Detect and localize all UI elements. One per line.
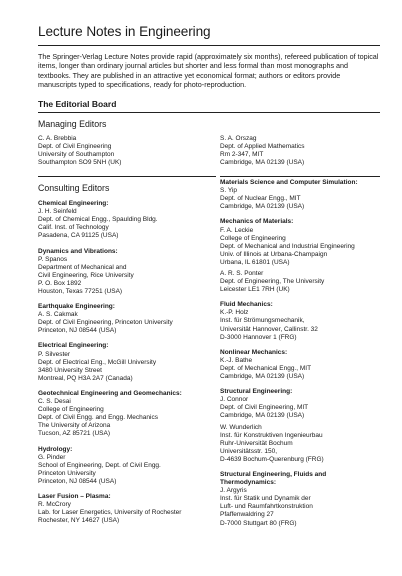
editor-block: [220, 218, 380, 294]
editor-block: [38, 446, 216, 486]
field-heading: Structural Engineering, Fluids and Thermodynamics:: [220, 470, 327, 487]
address-line: Inst. für Strömungsmechanik,: [220, 317, 305, 325]
address-line: Houston, Texas 77251 (USA): [38, 288, 123, 295]
intro-paragraph: The Springer-Verlag Lecture Notes provide rapid (approximately six months), refereed publication of topical items, longer than ordinary journal articles but shorter and less formal than most monographs and textbooks. They are published in an attractive yet economical format; authors or editors provide manuscripts typed to specifications, ready for photo-reproduction.: [38, 52, 379, 89]
editor-block: [38, 390, 216, 439]
address-line: Pfaffenwaldring 27: [220, 511, 274, 519]
editor-name: P. Spanos: [38, 255, 68, 263]
field-heading: Electrical Engineering:: [38, 342, 109, 350]
editor-name: F. A. Leckie: [220, 226, 254, 234]
address-line: Dept. of Mechanical Engg., MIT: [220, 364, 312, 372]
address-line: The University of Arizona: [38, 422, 111, 430]
address-line: Dept. of Civil Engg. and Engg. Mechanics: [38, 414, 158, 422]
editor-name: C. S. Desai: [38, 398, 71, 406]
address-line: College of Engineering: [38, 406, 104, 414]
consulting-right-list: [220, 179, 380, 528]
editor-entry: [220, 227, 380, 267]
editor-block: [38, 493, 216, 525]
field-heading: Hydrology:: [38, 445, 73, 453]
address-line: Dept. of Civil Engineering, Princeton University: [38, 319, 173, 327]
editor-entry: [220, 187, 380, 211]
editor-entry: [220, 270, 380, 294]
address-line: Dept. of Applied Mathematics: [220, 142, 305, 150]
address-line: Princeton, NJ 08544 (USA): [38, 327, 117, 335]
editor-entry: [220, 396, 380, 420]
address-line: Inst. für Konstruktiven Ingenieurbau: [220, 431, 323, 439]
consulting-editors: [38, 177, 380, 535]
address-line: Inst. für Statik und Dynamik der: [220, 495, 311, 503]
editor-block: [38, 303, 216, 335]
field-heading: Mechanics of Materials:: [220, 218, 294, 226]
address-line: Tucson, AZ 85721 (USA): [38, 430, 111, 438]
address-line: D-4639 Bochum-Querenburg (FRG): [220, 455, 324, 463]
field-heading: Laser Fusion – Plasma:: [38, 492, 111, 500]
address-line: Dept. of Engineering, The University: [220, 278, 325, 286]
address-line: University of Southampton: [38, 150, 115, 158]
address-line: Dept. of Nuclear Engg., MIT: [220, 195, 301, 203]
editor-entry: [38, 501, 216, 525]
address-line: D-7000 Stuttgart 80 (FRG): [220, 519, 297, 527]
field-heading: Fluid Mechanics:: [220, 301, 273, 309]
field-heading: Materials Science and Computer Simulation:: [220, 179, 358, 187]
managing-editor-right: [220, 135, 380, 167]
managing-editor-left: [38, 135, 216, 167]
editor-block: [38, 342, 216, 382]
editor-name: P. Silvester: [38, 350, 71, 358]
address-line: Ruhr-Universität Bochum: [220, 439, 293, 447]
address-line: P. O. Box 1892: [38, 279, 82, 287]
editor-entry: [38, 256, 216, 296]
address-line: Dept. of Civil Engineering: [38, 142, 112, 150]
address-line: Cambridge, MA 02139 (USA): [220, 158, 305, 166]
editor-name: C. A. Brebbia: [38, 134, 77, 142]
editor-name: G. Pinder: [38, 453, 66, 461]
address-line: Princeton, NJ 08544 (USA): [38, 477, 117, 485]
editor-block: [220, 471, 380, 528]
managing-editors: [38, 135, 380, 167]
editor-block: [220, 179, 380, 211]
consulting-left-column: [38, 177, 216, 535]
editor-name: J. Connor: [220, 396, 249, 404]
editor-entry: [220, 309, 380, 341]
editor-block: [220, 349, 380, 381]
address-line: Rm 2-347, MIT: [220, 150, 264, 158]
field-heading: Dynamics and Vibrations:: [38, 247, 118, 255]
editor-name: K.-J. Bathe: [220, 356, 253, 364]
address-line: Lab. for Laser Energetics, University of Rochester: [38, 509, 182, 517]
consulting-right-column: [220, 177, 380, 535]
field-heading: Geotechnical Engineering and Geomechanics:: [38, 389, 182, 397]
address-line: College of Engineering: [220, 234, 286, 242]
address-line: Leicester LE1 7RH (UK): [220, 286, 290, 294]
editor-entry: [220, 424, 380, 464]
editor-entry: [38, 351, 216, 383]
address-line: Urbana, IL 61801 (USA): [220, 258, 290, 266]
address-line: Civil Engineering, Rice University: [38, 271, 134, 279]
address-line: Calif. Inst. of Technology: [38, 224, 109, 232]
editor-entry: [220, 357, 380, 381]
editor-block: [38, 200, 216, 240]
editor-entry: [38, 454, 216, 486]
field-heading: Nonlinear Mechanics:: [220, 348, 288, 356]
editor-block: [38, 248, 216, 297]
editor-name: R. McCrory: [38, 501, 71, 509]
editor-name: J. Argyris: [220, 487, 247, 495]
field-heading: Earthquake Engineering:: [38, 303, 115, 311]
editor-name: J. H. Seinfeld: [38, 208, 77, 216]
editor-name: A. S. Cakmak: [38, 311, 78, 319]
address-line: Princeton University: [38, 469, 96, 477]
editor-entry: [38, 208, 216, 240]
address-line: Univ. of Illinois at Urbana-Champaign: [220, 250, 328, 258]
page-title: Lecture Notes in Engineering: [38, 24, 211, 39]
board-rule: [38, 112, 380, 113]
editor-block: [220, 388, 380, 464]
address-line: Pasadena, CA 91125 (USA): [38, 232, 119, 240]
consulting-left-list: [38, 200, 216, 525]
address-line: Southampton SO9 5NH (UK): [38, 158, 122, 166]
managing-heading: Managing Editors: [38, 118, 107, 129]
address-line: Universitätsstr. 150,: [220, 447, 278, 455]
editor-block: [220, 301, 380, 341]
field-heading: Structural Engineering:: [220, 388, 293, 396]
editor-name: W. Wunderlich: [220, 423, 262, 431]
address-line: Cambridge, MA 02139 (USA): [220, 373, 305, 381]
address-line: Rochester, NY 14627 (USA): [38, 517, 120, 525]
address-line: Montreal, PQ H3A 2A7 (Canada): [38, 374, 133, 382]
board-heading: The Editorial Board: [38, 98, 117, 109]
editor-name: K.-P. Holz: [220, 309, 249, 317]
address-line: Dept. of Chemical Engg., Spaulding Bldg.: [38, 216, 158, 224]
address-line: Dept. of Civil Engineering, MIT: [220, 404, 309, 412]
editor-entry: [38, 398, 216, 438]
address-line: Dept. of Electrical Eng., McGill University: [38, 358, 157, 366]
address-line: Dept. of Mechanical and Industrial Engineering: [220, 242, 355, 250]
address-line: Department of Mechanical and: [38, 263, 127, 271]
editor-entry: [220, 487, 380, 527]
consulting-heading: Consulting Editors: [38, 183, 110, 194]
address-line: D-3000 Hannover 1 (FRG): [220, 333, 297, 341]
address-line: Cambridge, MA 02139 (USA): [220, 412, 305, 420]
address-line: Cambridge, MA 02139 (USA): [220, 203, 305, 211]
address-line: Luft- und Raumfahrtkonstruktion: [220, 503, 313, 511]
address-line: Universität Hannover, Callinstr. 32: [220, 325, 318, 333]
title-rule: [38, 45, 380, 46]
address-line: School of Engineering, Dept. of Civil Engg.: [38, 461, 161, 469]
field-heading: Chemical Engineering:: [38, 200, 109, 208]
editor-name: S. A. Orszag: [220, 134, 257, 142]
editor-name: A. R. S. Ponter: [220, 270, 264, 277]
editor-name: S. Yip: [220, 187, 237, 195]
editor-entry: [38, 311, 216, 335]
address-line: 3480 University Street: [38, 366, 102, 374]
